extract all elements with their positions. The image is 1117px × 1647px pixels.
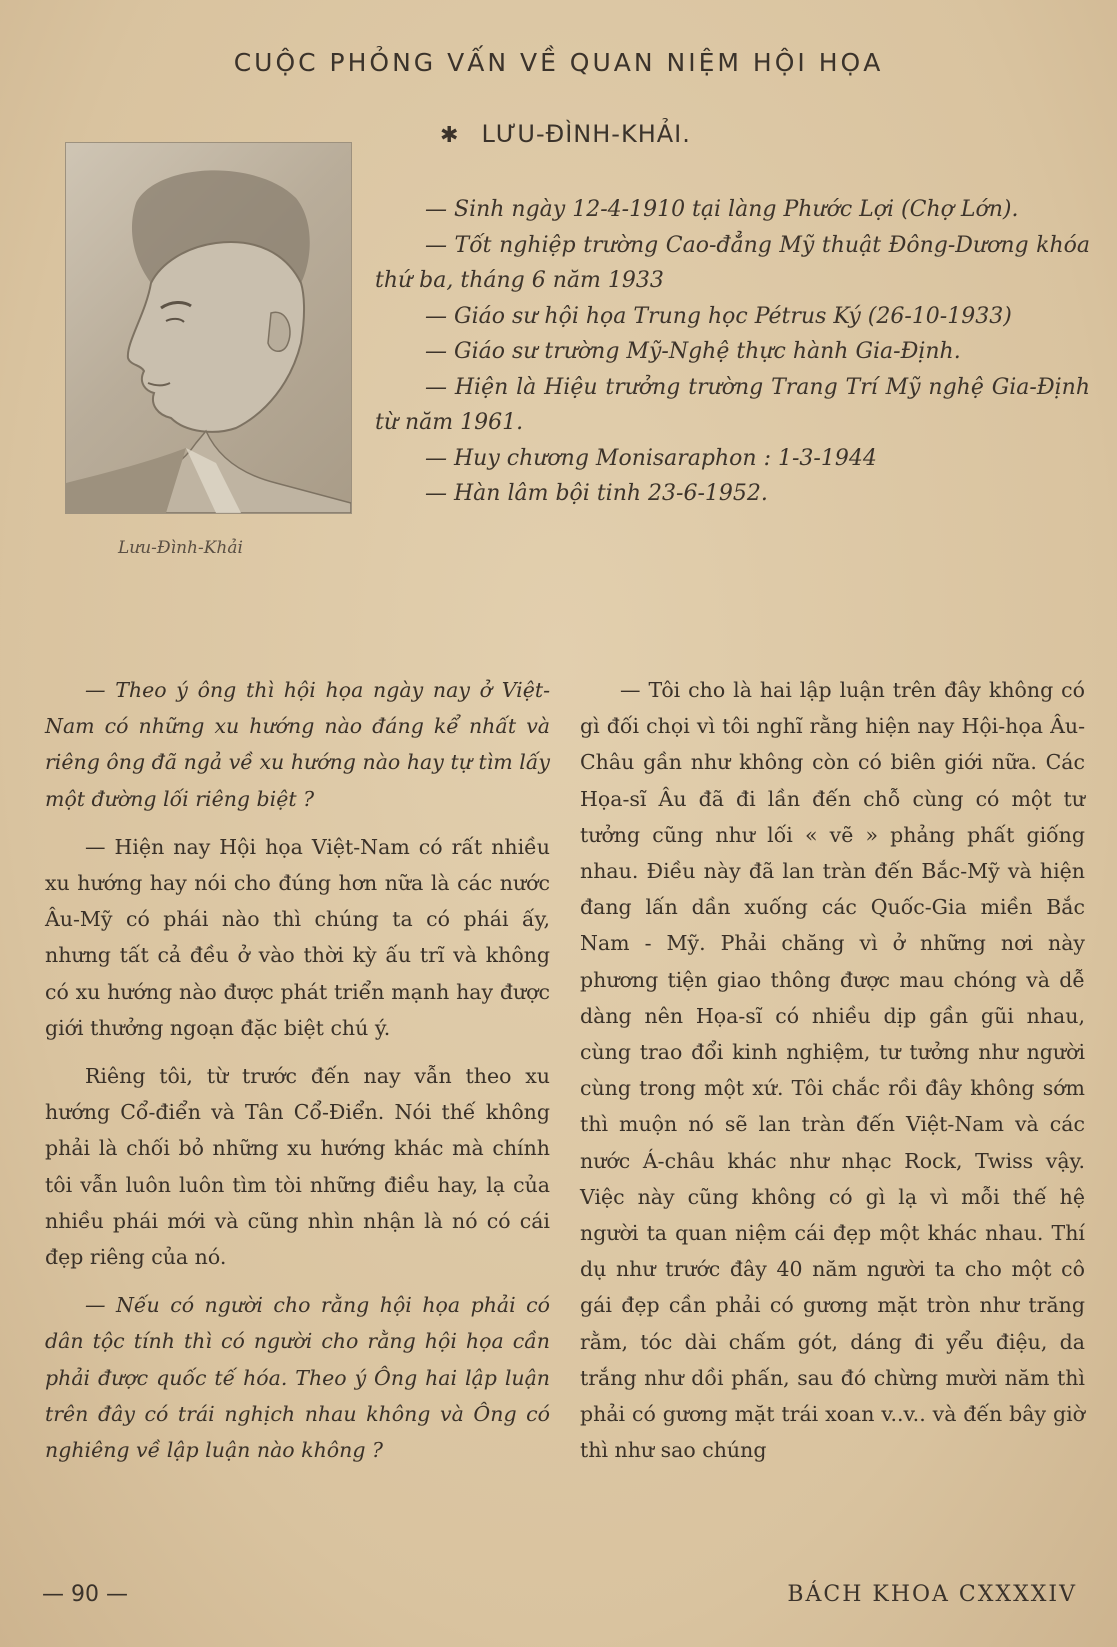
answer-1: — Hiện nay Hội họa Việt-Nam có rất nhiều xu hướng hay nói cho đúng hơn nữa là các nước Âu-Mỹ có phái nào thì chúng ta có phái ấy, nhưng tất cả đều ở vào thời kỳ ấu trĩ và không có xu hướng nào được phát triển mạnh hay được giới thưởng ngoạn đặc biệt chú ý. <box>45 834 550 1040</box>
portrait-caption: Lưu-Đình-Khải <box>118 538 243 558</box>
question-2: — Nếu có người cho rằng hội họa phải có dân tộc tính thì có người cho rằng hội họa cần phải được quốc tế hóa. Theo ý Ông hai lập luận trên đây có trái nghịch nhau không và Ông có nghiêng về lập luận nào không ? <box>45 1293 550 1463</box>
bio-item: — Hàn lâm bội tinh 23-6-1952. <box>425 481 768 506</box>
publication-name: BÁCH KHOA CXXXXIV <box>787 1582 1077 1607</box>
page-number: — 90 — <box>42 1582 128 1607</box>
right-column <box>580 672 1085 1468</box>
bio-item: — Sinh ngày 12-4-1910 tại làng Phước Lợi (Chợ Lớn). <box>425 197 1019 222</box>
answer-1-continued: Riêng tôi, từ trước đến nay vẫn theo xu hướng Cổ-điển và Tân Cổ-Điển. Nói thế không phải là chối bỏ những xu hướng khác mà chính tôi vẫn luôn luôn tìm tòi những điều hay, lạ của nhiều phái mới và cũng nhìn nhận là nó có cái đẹp riêng của nó. <box>45 1064 550 1270</box>
portrait-photo <box>65 142 352 514</box>
biography-list <box>375 192 1090 512</box>
answer-2: — Tôi cho là hai lập luận trên đây không có gì đối chọi vì tôi nghĩ rằng hiện nay Hội-họa Âu-Châu gần như không còn có biên giới nữa. Các Họa-sĩ Âu đã đi lần đến chỗ cùng có một tư tưởng cũng như lối « vẽ » phảng phất giống nhau. Điều này đã lan tràn đến Bắc-Mỹ và hiện đang lấn dần xuống các Quốc-Gia miền Bắc Nam - Mỹ. Phải chăng vì ở những nơi này phương tiện giao thông được mau chóng và dễ dàng nên Họa-sĩ có nhiều dịp gần gũi nhau, cùng trao đổi kinh nghiệm, tư tưởng như người cùng trong một xứ. Tôi chắc rồi đây không sớm thì muộn nó sẽ lan tràn đến Việt-Nam và các nước Á-châu khác như nhạc Rock, Twiss vậy. Việc này cũng không có gì lạ vì mỗi thế hệ người ta quan niệm cái đẹp một khác nhau. Thí dụ như trước đây 40 năm người ta cho một cô gái đẹp cần phải có gương mặt tròn như trăng rằm, tóc dài chấm gót, dáng đi yểu điệu, da trắng như dồi phấn, sau đó chừng mười năm thì phải có gương mặt trái xoan v..v.. và đến bây giờ thì như sao chúng <box>580 678 1085 1463</box>
author-name: LƯU-ĐÌNH-KHẢI. <box>481 120 691 148</box>
bio-item: — Giáo sư trường Mỹ-Nghệ thực hành Gia-Định. <box>425 339 961 364</box>
asterisk-icon: ✱ <box>440 123 460 148</box>
bio-item: — Huy chương Monisaraphon : 1-3-1944 <box>425 445 877 471</box>
bio-item: — Hiện là Hiệu trưởng trường Trang Trí Mỹ nghệ Gia-Định từ năm 1961. <box>375 374 1090 435</box>
bio-item: — Tốt nghiệp trường Cao-đẳng Mỹ thuật Đông-Dương khóa thứ ba, tháng 6 năm 1933 <box>375 232 1090 293</box>
portrait-drawing <box>66 143 351 513</box>
article-title: CUỘC PHỎNG VẤN VỀ QUAN NIỆM HỘI HỌA <box>233 48 884 77</box>
question-1: — Theo ý ông thì hội họa ngày nay ở Việt-Nam có những xu hướng nào đáng kể nhất và riêng ông đã ngả về xu hướng nào hay tự tìm lấy một đường lối riêng biệt ? <box>45 678 550 811</box>
author-line <box>440 120 691 148</box>
bio-item: — Giáo sư hội họa Trung học Pétrus Ký (26-10-1933) <box>425 303 1012 329</box>
left-column <box>45 672 550 1468</box>
